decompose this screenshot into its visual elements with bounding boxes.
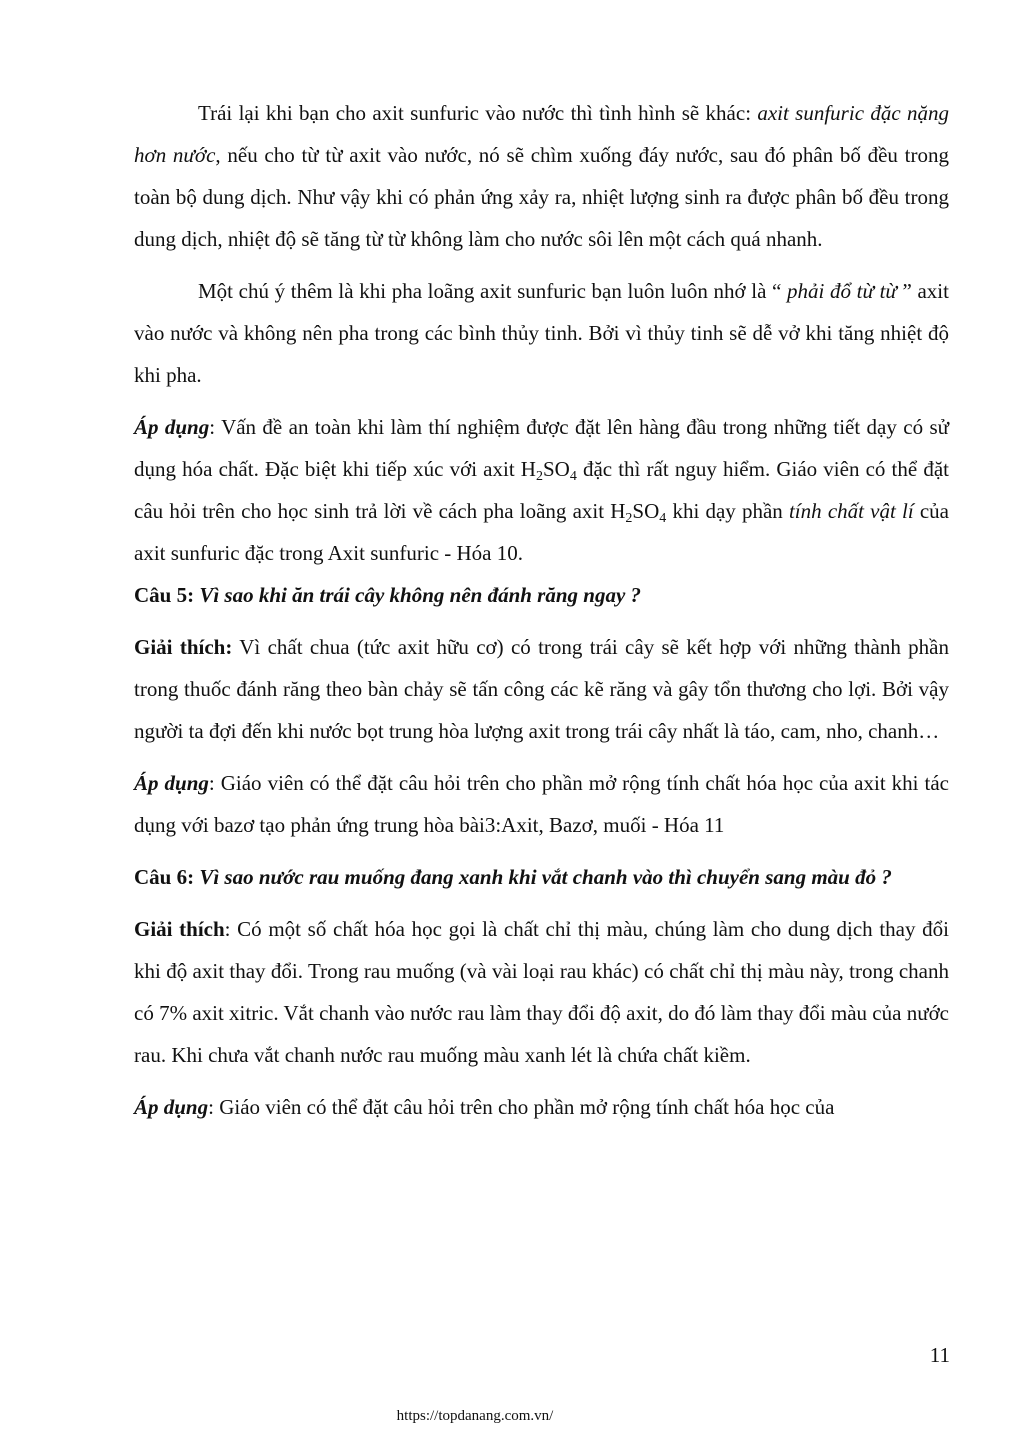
apply-label: Áp dụng — [134, 1095, 209, 1119]
explain-label: Giải thích: — [134, 635, 233, 659]
emphasis: axit sunfuric đặc nặng hơn nước — [134, 101, 949, 167]
question-6 — [134, 856, 949, 898]
emphasis: tính chất vật lí — [788, 499, 914, 523]
paragraph-explain-5: Giải thích: Vì chất chua (tức axit hữu cơ) có trong trái cây sẽ kết hợp với những thành phần trong thuốc đánh răng theo bàn chảy sẽ tấn công các kẽ răng và gây tổn thương cho lợi. Bởi vậy người ta đợi đến khi nước bọt trung hòa lượng axit trong trái cây nhất là táo, cam, nho, chanh… — [134, 635, 949, 743]
question-text: Vì sao khi ăn trái cây không nên đánh răng ngay ? — [199, 583, 642, 607]
page-number: 11 — [929, 1343, 950, 1367]
paragraph-apply-1: Áp dụng: Vấn đề an toàn khi làm thí nghiệm được đặt lên hàng đầu trong những tiết dạy có sử dụng hóa chất. Đặc biệt khi tiếp xúc với axit $H_2SO_4$ đặc thì rất nguy hiểm. Giáo viên có thể đặt câu hỏi trên cho học sinh trả lời về cách pha loãng axit $H_2SO_4$ khi dạy phần tính chất vật lí của axit sunfuric đặc trong Axit sunfuric - Hóa 10. — [134, 415, 949, 565]
footer-url: https://topdanang.com.vn/ — [396, 1408, 554, 1424]
paragraph-apply-2: Áp dụng: Giáo viên có thể đặt câu hỏi trên cho phần mở rộng tính chất hóa học của axit khi tác dụng với bazơ tạo phản ứng trung hòa bài3:Axit, Bazơ, muối - Hóa 11 — [134, 771, 949, 837]
paragraph-1: Trái lại khi bạn cho axit sunfuric vào nước thì tình hình sẽ khác: axit sunfuric đặc nặng hơn nước, nếu cho từ từ axit vào nước, nó sẽ chìm xuống đáy nước, sau đó phân bố đều trong toàn bộ dung dịch. Như vậy khi có phản ứng xảy ra, nhiệt lượng sinh ra được phân bố đều trong dung dịch, nhiệt độ sẽ tăng từ từ không làm cho nước sôi lên một cách quá nhanh. — [134, 101, 949, 251]
question-text: Vì sao nước rau muống đang xanh khi vắt chanh vào thì chuyển sang màu đỏ ? — [199, 865, 892, 889]
question-5 — [134, 574, 949, 616]
apply-label: Áp dụng — [134, 771, 209, 795]
paragraph-2: Một chú ý thêm là khi pha loãng axit sunfuric bạn luôn luôn nhớ là “ phải đổ từ từ ” axit vào nước và không nên pha trong các bình thủy tinh. Bởi vì thủy tinh sẽ dễ vở khi tăng nhiệt độ khi pha. — [134, 279, 949, 387]
explain-label: Giải thích — [134, 917, 225, 941]
emphasis: phải đổ từ từ — [787, 279, 897, 303]
question-label: Câu 5: — [134, 583, 200, 607]
page-content — [134, 92, 949, 1128]
paragraph-apply-3: Áp dụng: Giáo viên có thể đặt câu hỏi trên cho phần mở rộng tính chất hóa học của — [134, 1095, 835, 1119]
paragraph-explain-6: Giải thích: Có một số chất hóa học gọi là chất chỉ thị màu, chúng làm cho dung dịch thay đổi khi độ axit thay đổi. Trong rau muống (và vài loại rau khác) có chất chỉ thị màu này, trong chanh có 7% axit xitric. Vắt chanh vào nước rau làm thay đổi độ axit, do đó làm thay đổi màu của nước rau. Khi chưa vắt chanh nước rau muống màu xanh lét là chứa chất kiềm. — [134, 917, 949, 1067]
apply-label: Áp dụng — [134, 415, 210, 439]
question-label: Câu 6: — [134, 865, 200, 889]
